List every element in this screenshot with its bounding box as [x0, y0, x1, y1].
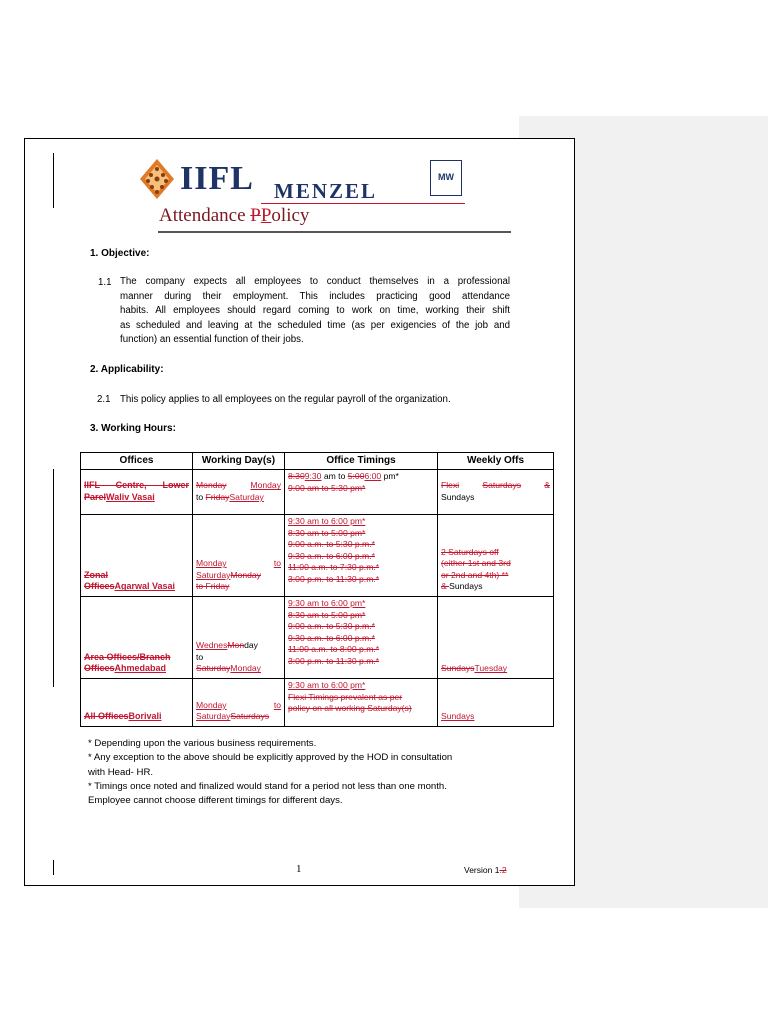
table-row: [81, 470, 554, 515]
applicability-number: 2.1: [97, 394, 111, 405]
working-days-cell: WednesMonday to SaturdayMonday: [193, 597, 285, 679]
table-row: [81, 597, 554, 679]
iifl-emblem-icon: [136, 157, 178, 201]
footnotes: [88, 737, 518, 808]
weekly-offs-cell: SundaysTuesday: [438, 597, 554, 679]
weekly-offs-cell: Flexi Saturdays & Sundays: [438, 470, 554, 515]
footnote: * Timings once noted and finalized would stand for a period not less than one month.: [88, 780, 447, 792]
applicability-heading: 2. Applicability:: [90, 364, 164, 375]
col-header-office-timings: Office Timings: [285, 453, 438, 470]
title-rule: [158, 231, 511, 233]
weekly-offs-cell: 2 Saturdays off (either 1st and 3rd or 2nd and 4th) ** & Sundays: [438, 515, 554, 597]
footnote: Employee cannot choose different timings for different days.: [88, 795, 343, 807]
col-header-weekly-offs: Weekly Offs: [438, 453, 554, 470]
table-row: [81, 515, 554, 597]
page-number: 1: [296, 863, 302, 875]
office-timings-cell: 8:309:30 am to 5:006:00 pm* 9:00 am to 5:30 pm*: [285, 470, 438, 515]
version-label: Version 1.2: [464, 865, 507, 875]
office-cell: IIFL Centre, Lower ParelWaliv Vasai: [81, 470, 193, 515]
title-inserted-text: P: [260, 205, 272, 226]
weekly-offs-cell: Sundays: [438, 679, 554, 727]
title-deleted-text: P: [250, 205, 261, 226]
footnote: * Depending upon the various business requirements.: [88, 738, 317, 749]
page-title: Attendance PPolicy: [159, 205, 310, 226]
table-row: [81, 679, 554, 727]
col-header-offices: Offices: [81, 453, 193, 470]
change-bar: [53, 469, 54, 687]
change-bar: [53, 153, 54, 208]
working-hours-table: [80, 452, 554, 727]
col-header-working-days: Working Day(s): [193, 453, 285, 470]
footnote: with Head- HR.: [88, 766, 154, 778]
menzel-underline: [261, 203, 465, 204]
working-days-cell: Monday to SaturdaySaturdays: [193, 679, 285, 727]
office-cell: Area Offices/Branch OfficesAhmedabad: [81, 597, 193, 679]
objective-paragraph: The company expects all employees to conduct themselves in a professional manner during their employment. This includes practicing good attendance habits. All employees should regard coming to work on time, working their shift as scheduled and leaving at the scheduled time (as per exigencies of the job and function) an essential function of their jobs.: [120, 276, 510, 345]
office-cell: Zonal OfficesAgarwal Vasai: [81, 515, 193, 597]
office-timings-cell: 9:30 am to 6:00 pm* 8:30 am to 5:00 pm* 9:00 a.m. to 5:30 p.m.* 9:30 a.m. to 6:00 p.m.* 11:00 a.m. to 8:00 p.m.* 3:00 p.m. to 11:30 p.m.*: [285, 597, 438, 679]
menzel-wordmark: MENZEL: [274, 179, 378, 203]
menzel-logo-icon: [430, 160, 462, 196]
menzel-logo-mark: MW: [438, 172, 454, 182]
working-days-cell: Monday Monday to FridaySaturday: [193, 470, 285, 515]
working-days-cell: Monday to SaturdayMonday to Friday: [193, 515, 285, 597]
table-header-row: [81, 453, 554, 470]
iifl-wordmark: IIFL: [180, 160, 254, 197]
office-timings-cell: 9:30 am to 6:00 pm* 8:30 am to 5:00 pm* 9:00 a.m. to 5:30 p.m.* 9:30 a.m. to 6:00 p.m.* 11:00 a.m. to 7:30 p.m.* 3:00 p.m. to 11:30 p.m.*: [285, 515, 438, 597]
working-hours-heading: 3. Working Hours:: [90, 423, 176, 434]
objective-number: 1.1: [98, 277, 112, 288]
office-timings-cell: 9:30 am to 6:00 pm* Flexi Timings prevalent as per policy on all working Saturday(s): [285, 679, 438, 727]
change-bar: [53, 860, 54, 875]
document-page: [24, 138, 575, 886]
footnote: * Any exception to the above should be explicitly approved by the HOD in consultation: [88, 752, 453, 764]
applicability-text: This policy applies to all employees on the regular payroll of the organization.: [120, 394, 451, 405]
office-cell: All OfficesBorivali: [81, 679, 193, 727]
objective-heading: 1. Objective:: [90, 248, 150, 259]
iifl-logo: [136, 157, 256, 202]
